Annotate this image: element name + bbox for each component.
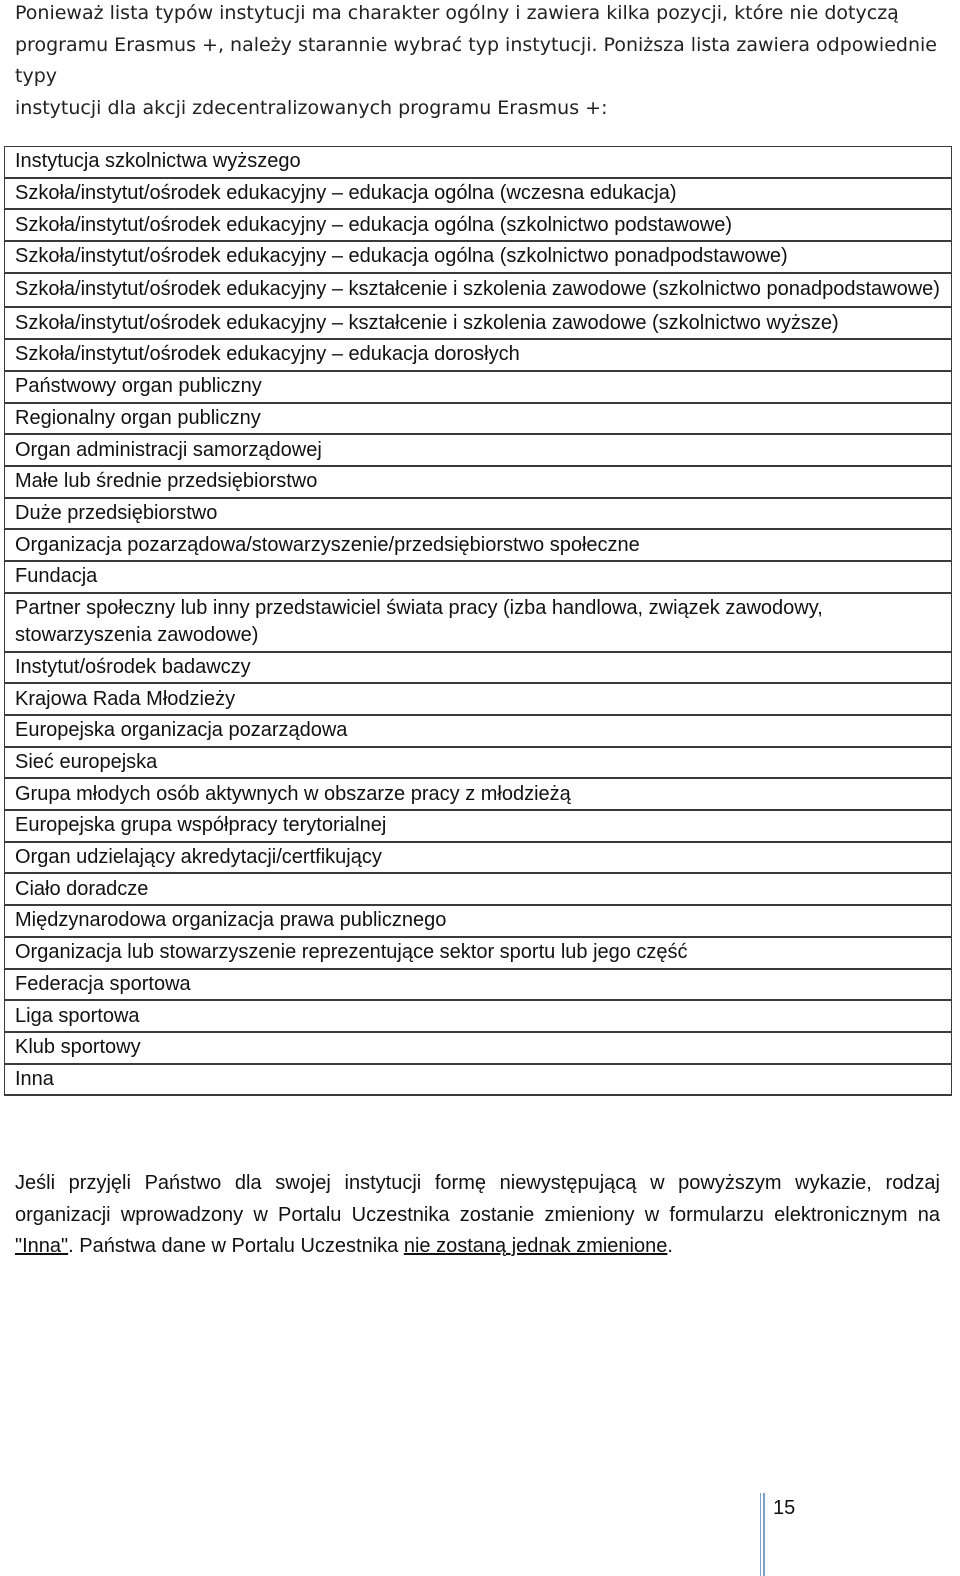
intro-line: instytucji dla akcji zdecentralizowanych programu Erasmus +: [15,96,608,119]
outro-text: . Państwa dane w Portalu Uczestnika [68,1235,404,1257]
institution-type-cell: Federacja sportowa [5,969,952,1001]
table-row [5,1064,952,1096]
inna-link[interactable]: "Inna" [15,1235,69,1257]
table-row [5,1032,952,1064]
institution-type-cell: Krajowa Rada Młodzieży [5,683,952,715]
institution-type-cell: Klub sportowy [5,1032,952,1064]
institution-type-cell: Organizacja lub stowarzyszenie reprezentujące sektor sportu lub jego część [5,937,952,969]
institution-type-cell: Liga sportowa [5,1000,952,1032]
table-row [5,1000,952,1032]
institution-type-cell: Grupa młodych osób aktywnych w obszarze pracy z młodzieżą [5,778,952,810]
institution-type-cell: Małe lub średnie przedsiębiorstwo [5,466,952,498]
table-row [5,371,952,403]
institution-type-cell: Partner społeczny lub inny przedstawiciel świata pracy (izba handlowa, związek zawodowy, stowarzyszenia zawodowe) [5,593,952,652]
outro-text: Jeśli przyjęli Państwo dla swojej instytucji formę niewystępującą w powyższym wykazie, rodzaj organizacji wprowadzony w Portalu Uczestnika zostanie zmieniony w formularzu elektronicznym na [15,1172,940,1226]
intro-line: Ponieważ lista typów instytucji ma charakter ogólny i zawiera kilka pozycji, które nie dotyczą [15,2,899,24]
table-row [5,209,952,241]
intro-paragraph [15,0,945,124]
table-row [5,683,952,715]
table-row [5,529,952,561]
institution-type-cell: Organizacja pozarządowa/stowarzyszenie/przedsiębiorstwo społeczne [5,529,952,561]
table-row [5,969,952,1001]
institution-type-cell: Szkoła/instytut/ośrodek edukacyjny – kształcenie i szkolenia zawodowe (szkolnictwo wyższe) [5,307,952,339]
table-row [5,147,952,178]
institution-type-cell: Szkoła/instytut/ośrodek edukacyjny – edukacja ogólna (szkolnictwo ponadpodstawowe) [5,241,952,273]
table-row [5,339,952,371]
table-row [5,842,952,874]
institution-type-cell: Szkoła/instytut/ośrodek edukacyjny – edukacja dorosłych [5,339,952,371]
table-row [5,307,952,339]
table-row [5,652,952,684]
institution-type-cell: Państwowy organ publiczny [5,371,952,403]
table-row [5,937,952,969]
institution-type-cell: Szkoła/instytut/ośrodek edukacyjny – kształcenie i szkolenia zawodowe (szkolnictwo ponadpodstawowe) [5,273,952,308]
table-row [5,715,952,747]
institution-type-cell: Europejska organizacja pozarządowa [5,715,952,747]
page-number: 15 [773,1497,796,1519]
institution-type-cell: Międzynarodowa organizacja prawa publicznego [5,905,952,937]
table-row [5,403,952,435]
institution-type-cell: Organ administracji samorządowej [5,434,952,466]
outro-paragraph [15,1168,940,1263]
table-row [5,466,952,498]
table-row [5,778,952,810]
institution-type-cell: Inna [5,1064,952,1096]
institution-type-cell: Instytut/ośrodek badawczy [5,652,952,684]
institution-type-cell: Szkoła/instytut/ośrodek edukacyjny – edukacja ogólna (szkolnictwo podstawowe) [5,209,952,241]
table-row [5,434,952,466]
institution-type-cell: Europejska grupa współpracy terytorialnej [5,810,952,842]
institution-type-cell: Ciało doradcze [5,873,952,905]
institution-type-table [4,146,952,1096]
page-number-divider [760,1493,765,1576]
table-row [5,561,952,593]
table-row [5,273,952,308]
not-changed-emphasis: nie zostaną jednak zmienione [403,1235,668,1257]
institution-type-cell: Instytucja szkolnictwa wyższego [5,147,952,178]
outro-text: . [667,1235,673,1257]
institution-type-cell: Fundacja [5,561,952,593]
table-row [5,178,952,210]
institution-type-cell: Organ udzielający akredytacji/certfikujący [5,842,952,874]
institution-type-cell: Szkoła/instytut/ośrodek edukacyjny – edukacja ogólna (wczesna edukacja) [5,178,952,210]
table-row [5,873,952,905]
table-row [5,498,952,530]
table-row [5,905,952,937]
table-row [5,241,952,273]
institution-type-cell: Duże przedsiębiorstwo [5,498,952,530]
institution-type-cell: Regionalny organ publiczny [5,403,952,435]
table-row [5,593,952,652]
table-row [5,747,952,779]
table-row [5,810,952,842]
intro-line: programu Erasmus +, należy starannie wybrać typ instytucji. Poniższa lista zawiera odpowiednie typy [15,33,937,87]
institution-type-cell: Sieć europejska [5,747,952,779]
